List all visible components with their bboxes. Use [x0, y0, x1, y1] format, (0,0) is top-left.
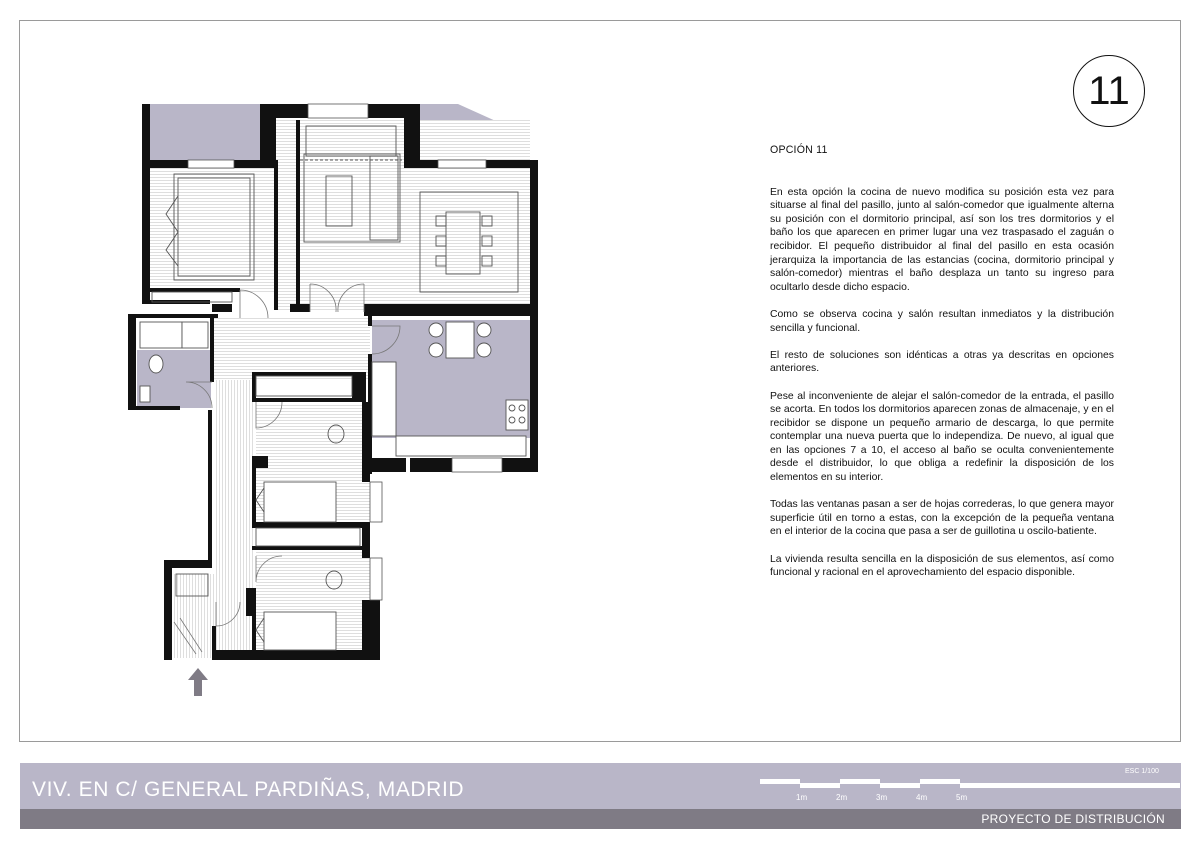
bed-2 [264, 482, 336, 522]
project-subtitle: PROYECTO DE DISTRIBUCIÓN [981, 812, 1165, 826]
scale-tick: 5m [956, 793, 968, 802]
scale-tick: 4m [916, 793, 928, 802]
scale-tick: 3m [876, 793, 888, 802]
paragraph: Todas las ventanas pasan a ser de hojas correderas, lo que genera mayor superficie útil en torno a estas, con la excepción de la pequeña ventana en el interior de la cocina que pasa a ser de guillotina u oscilo-batiente. [770, 499, 1114, 538]
entry-floor [172, 574, 216, 658]
bed-3 [264, 612, 336, 650]
scale-label: ESC 1/100 [1125, 768, 1159, 775]
terrace-left [150, 104, 260, 162]
kitchen-table [446, 322, 474, 358]
sheet-number: 11 [1088, 68, 1130, 113]
living-floor [276, 120, 530, 310]
hall-floor [214, 318, 370, 380]
paragraph: Como se observa cocina y salón resultan inmediatos y la distribución sencilla y funcional. [770, 308, 1114, 334]
scale-ticks [796, 793, 967, 802]
scale-tick: 1m [796, 793, 808, 802]
description-text [770, 144, 1114, 593]
paragraph: En esta opción la cocina de nuevo modifica su posición esta vez para situarse al final del pasillo, junto al salón-comedor que igualmente alterna su posición con el dormitorio principal, así son los tres dormitorios y el baño los que aparecen en primer lugar una vez traspasado el zaguán o recibidor. El pequeño distribuidor al final del pasillo en esta ocasión jerarquiza la importancia de las estancias (cocina, dormitorio principal y salón-comedor) mientras el baño desplaza un tanto su ingreso para ocultarlo desde dicho espacio. [770, 186, 1114, 293]
project-title: VIV. EN C/ GENERAL PARDIÑAS, MADRID [32, 778, 465, 801]
paragraph: La vivienda resulta sencilla en la disposición de sus elementos, así como funcional y racional en el aprovechamiento del espacio disponible. [770, 553, 1114, 579]
scale-tick: 2m [836, 793, 848, 802]
bedroom-main-floor [150, 162, 274, 292]
paragraph: El resto de soluciones son idénticas a otras ya descritas en opciones anteriores. [770, 349, 1114, 375]
scale-bar-segments [760, 779, 1180, 788]
paragraph: Pese al inconveniente de alejar el salón-comedor de la entrada, el pasillo se acorta. En todos los dormitorios aparecen zonas de almacenaje, y en el recibidor se dispone un pequeño armario de descarga, lo que permite contemplar una nueva puerta que lo independiza. De nuevo, al igual que en las opciones 7 a 10, el acceso al baño se oculta convenientemente desde el distribuidor, lo que obliga a redefinir la disposición de los elementos en su interior. [770, 390, 1114, 484]
scale-bar [760, 775, 1180, 805]
entry-arrow-icon [188, 668, 208, 696]
option-heading: OPCIÓN 11 [770, 144, 828, 156]
